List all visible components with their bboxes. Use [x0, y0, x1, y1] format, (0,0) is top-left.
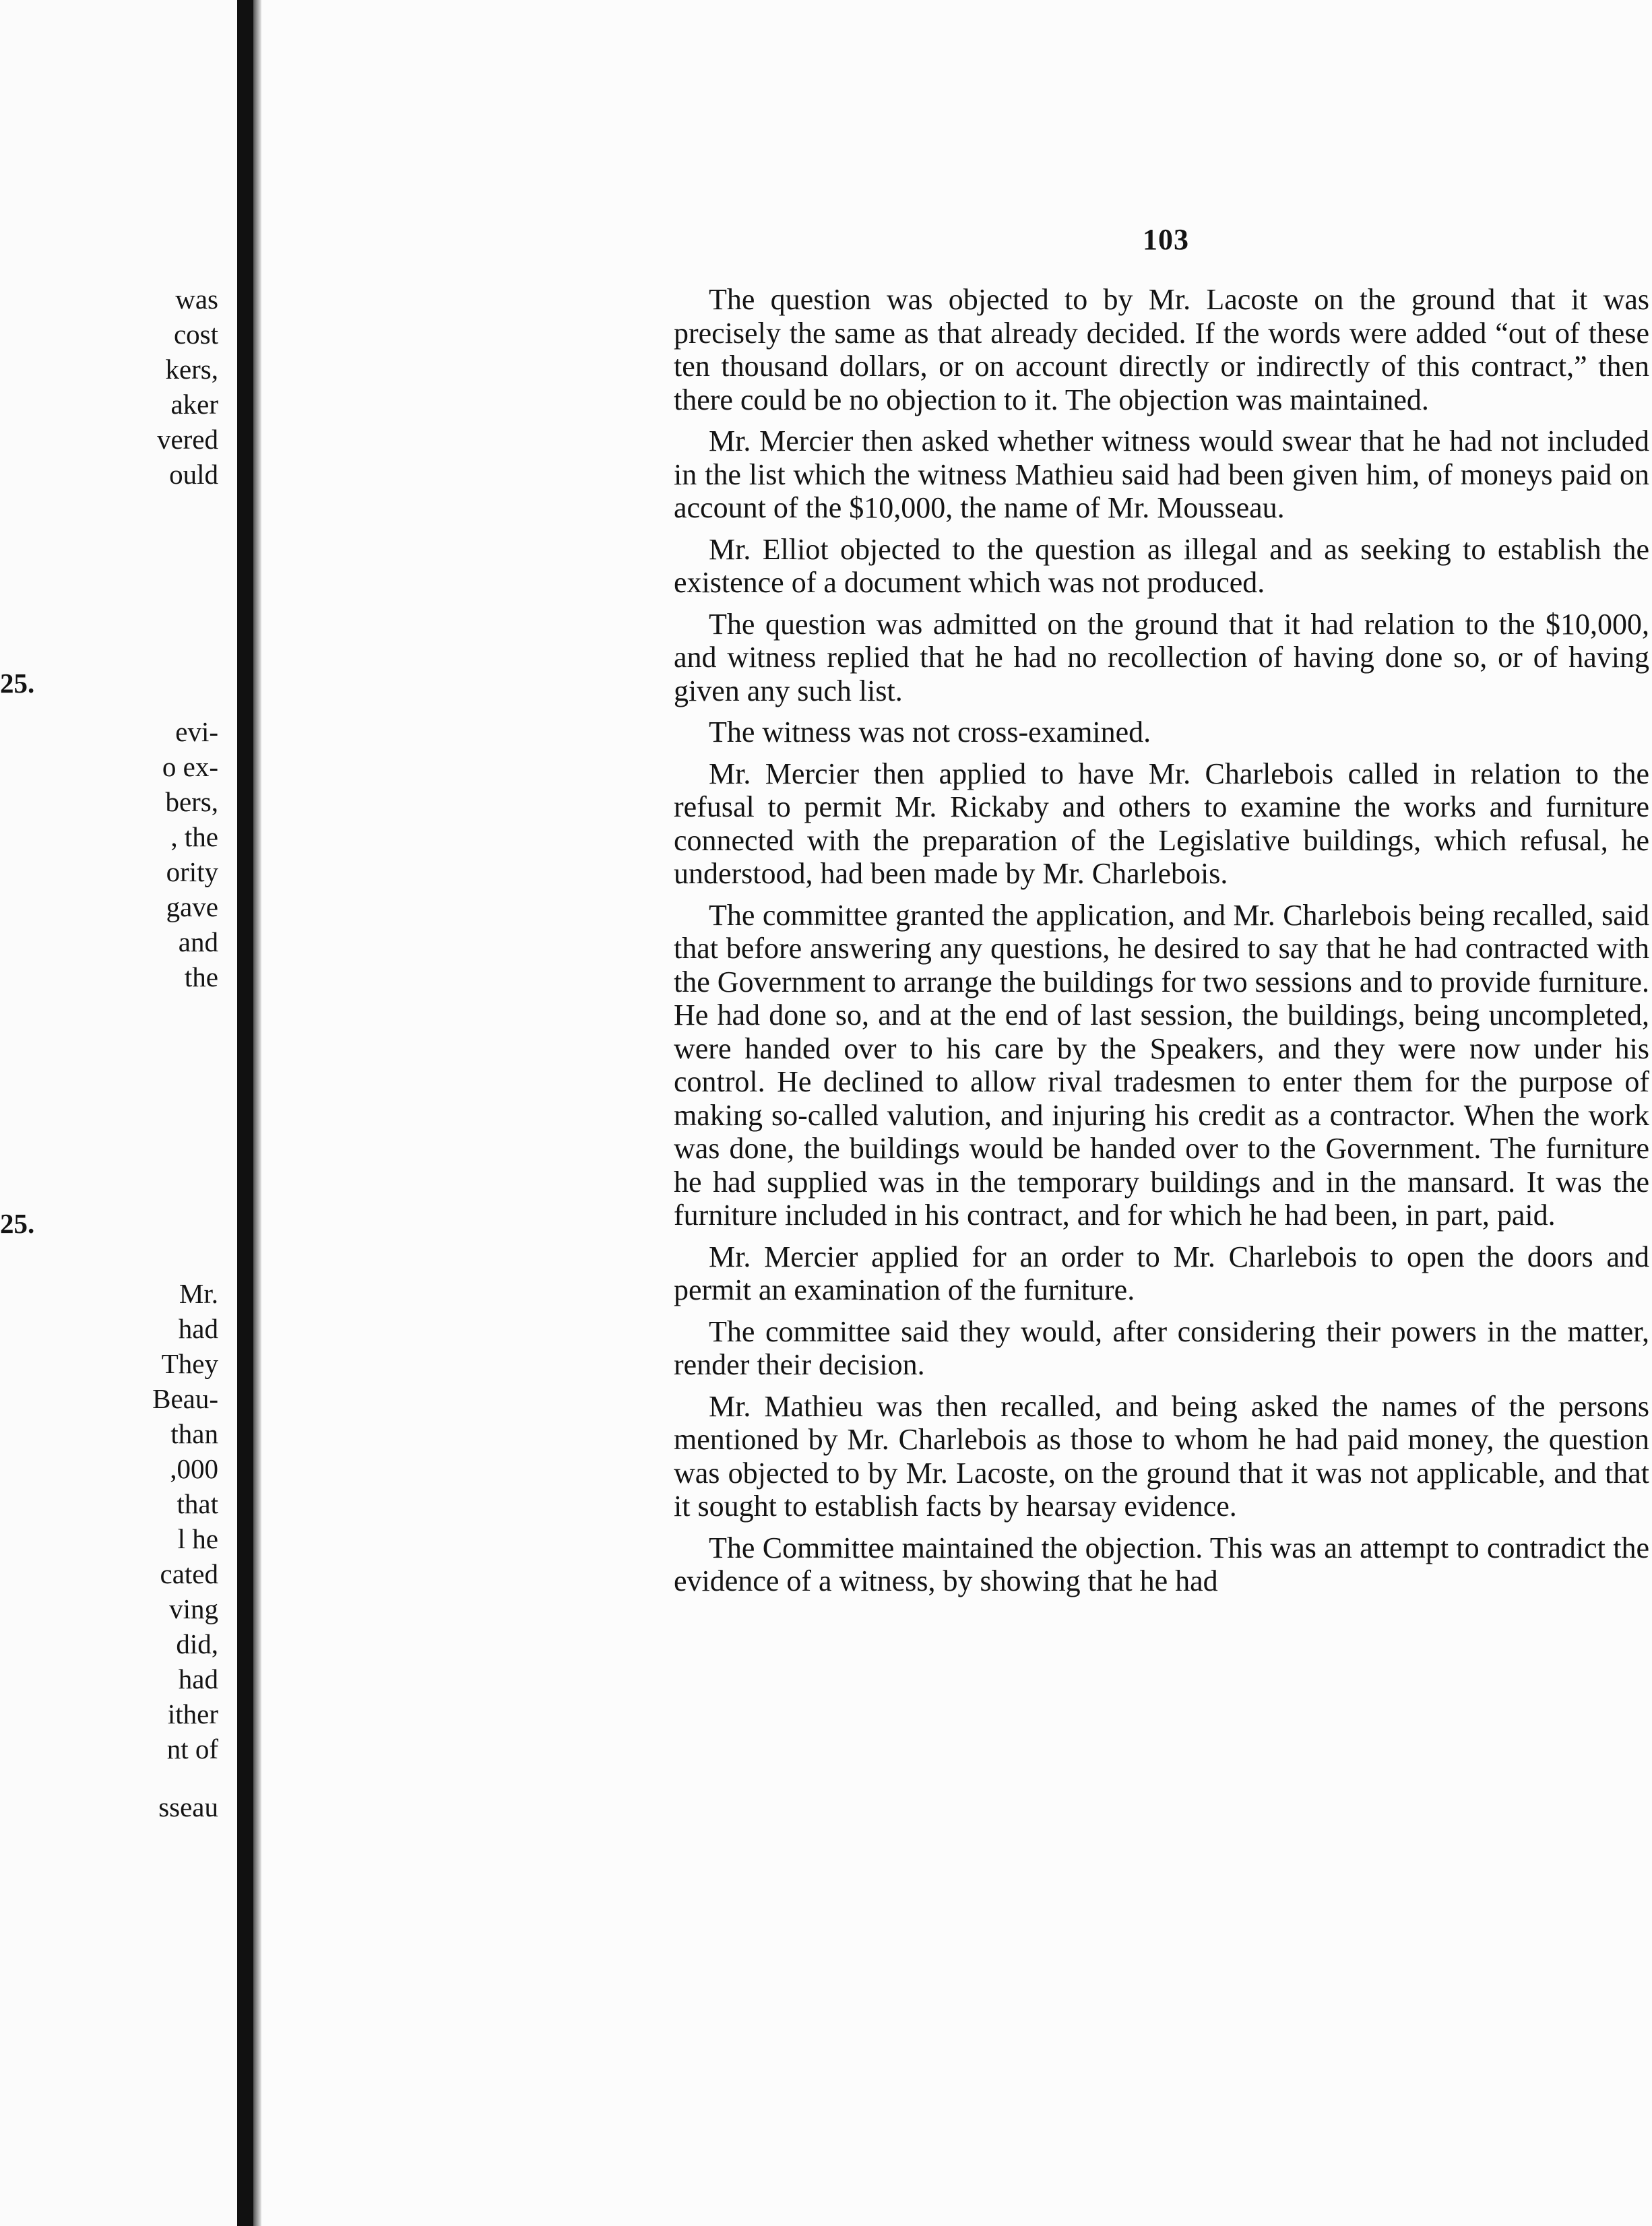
paragraph: The question was objected to by Mr. Lacoste on the ground that it was precisely the same as that already decided. If the words were added “out of these ten thousand dollars, or on account directly or indirectly of this contract,” then there could be no objection to it. The objection was maintained.	[674, 283, 1649, 416]
left-line: kers,	[165, 354, 218, 385]
left-line: They	[161, 1348, 218, 1379]
paragraph: Mr. Mercier then applied to have Mr. Charlebois called in relation to the refusal to permit Mr. Rickaby and others to examine the works and furniture connected with the preparation of the Legislative buildings, which refusal, he understood, had been made by Mr. Charlebois.	[674, 757, 1649, 890]
left-line: , the	[170, 821, 218, 852]
gutter-shadow	[253, 0, 261, 2226]
left-facing-page	[0, 0, 237, 2226]
paragraph: The question was admitted on the ground that it had relation to the $10,000, and witness replied that he had no recollection of having done so, or of having given any such list.	[674, 607, 1649, 707]
paragraph: Mr. Mathieu was then recalled, and being asked the names of the persons mentioned by Mr. Charlebois as those to whom he had paid money, the question was objected to by Mr. Lacoste, on the ground that it was not applicable, and that it sought to establish facts by hearsay evidence.	[674, 1389, 1649, 1523]
left-line: than	[170, 1418, 218, 1449]
left-line: cated	[160, 1558, 218, 1589]
left-line: was	[175, 284, 218, 315]
left-line: l he	[177, 1523, 218, 1554]
left-line: sseau	[158, 1791, 218, 1822]
left-page-heading-1: 25.	[0, 668, 35, 699]
left-line: ,000	[170, 1453, 218, 1484]
left-line: aker	[170, 389, 218, 420]
left-page-fragments-top	[157, 282, 218, 492]
page-number: 103	[1143, 223, 1189, 256]
left-line: that	[177, 1488, 218, 1519]
left-page-fragments-lower	[152, 1276, 218, 1767]
left-line: evi-	[175, 716, 218, 747]
left-page-fragments-middle	[162, 714, 218, 994]
right-page	[261, 0, 1652, 2226]
left-line: nt of	[166, 1734, 218, 1764]
paragraph: The committee said they would, after considering their powers in the matter, render their decision.	[674, 1314, 1649, 1381]
left-line: gave	[166, 891, 218, 922]
left-line: ority	[166, 856, 218, 887]
paragraph: Mr. Mercier then asked whether witness would swear that he had not included in the list which the witness Mathieu said had been given him, of moneys paid on account of the $10,000, the name of Mr. Mousseau.	[674, 424, 1649, 524]
left-line: bers,	[165, 786, 218, 817]
left-line: had	[178, 1313, 218, 1344]
left-page-fragments-bottom	[158, 1789, 218, 1824]
left-line: did,	[176, 1628, 218, 1659]
left-page-heading-2: 25.	[0, 1208, 35, 1239]
paragraph: The Committee maintained the objection. This was an attempt to contradict the evidence of a witness, by showing that he had	[674, 1531, 1649, 1597]
left-line: o ex-	[162, 751, 218, 782]
paragraph: Mr. Mercier applied for an order to Mr. Charlebois to open the doors and permit an examination of the furniture.	[674, 1240, 1649, 1306]
left-line: the	[184, 961, 218, 992]
left-line: had	[178, 1663, 218, 1694]
left-line: and	[178, 926, 218, 957]
left-line: vered	[156, 424, 218, 455]
book-gutter	[237, 0, 253, 2226]
left-line: Beau-	[152, 1383, 218, 1414]
left-line: Mr.	[179, 1278, 218, 1309]
paragraph: The committee granted the application, and Mr. Charlebois being recalled, said that before answering any questions, he desired to say that he had contracted with the Government to arrange the buildings for two sessions and to provide furniture. He had done so, and at the end of last session, the buildings, being uncompleted, were handed over to his care by the Speakers, and they were now under his control. He declined to allow rival tradesmen to enter them for the purpose of making so-called valution, and injuring his credit as a contractor. When the work was done, the buildings would be handed over to the Government. The furniture he had supplied was in the temporary buildings and in the mansard. It was the furniture included in his contract, and for which he had been, in part, paid.	[674, 898, 1650, 1232]
body-text	[674, 283, 1649, 1606]
left-line: cost	[173, 319, 218, 350]
left-line: ould	[169, 459, 218, 490]
paragraph: The witness was not cross-examined.	[709, 716, 1151, 749]
left-line: ving	[169, 1593, 218, 1624]
paragraph: Mr. Elliot objected to the question as illegal and as seeking to establish the existence of a document which was not produced.	[674, 532, 1649, 599]
left-line: ither	[167, 1698, 218, 1729]
